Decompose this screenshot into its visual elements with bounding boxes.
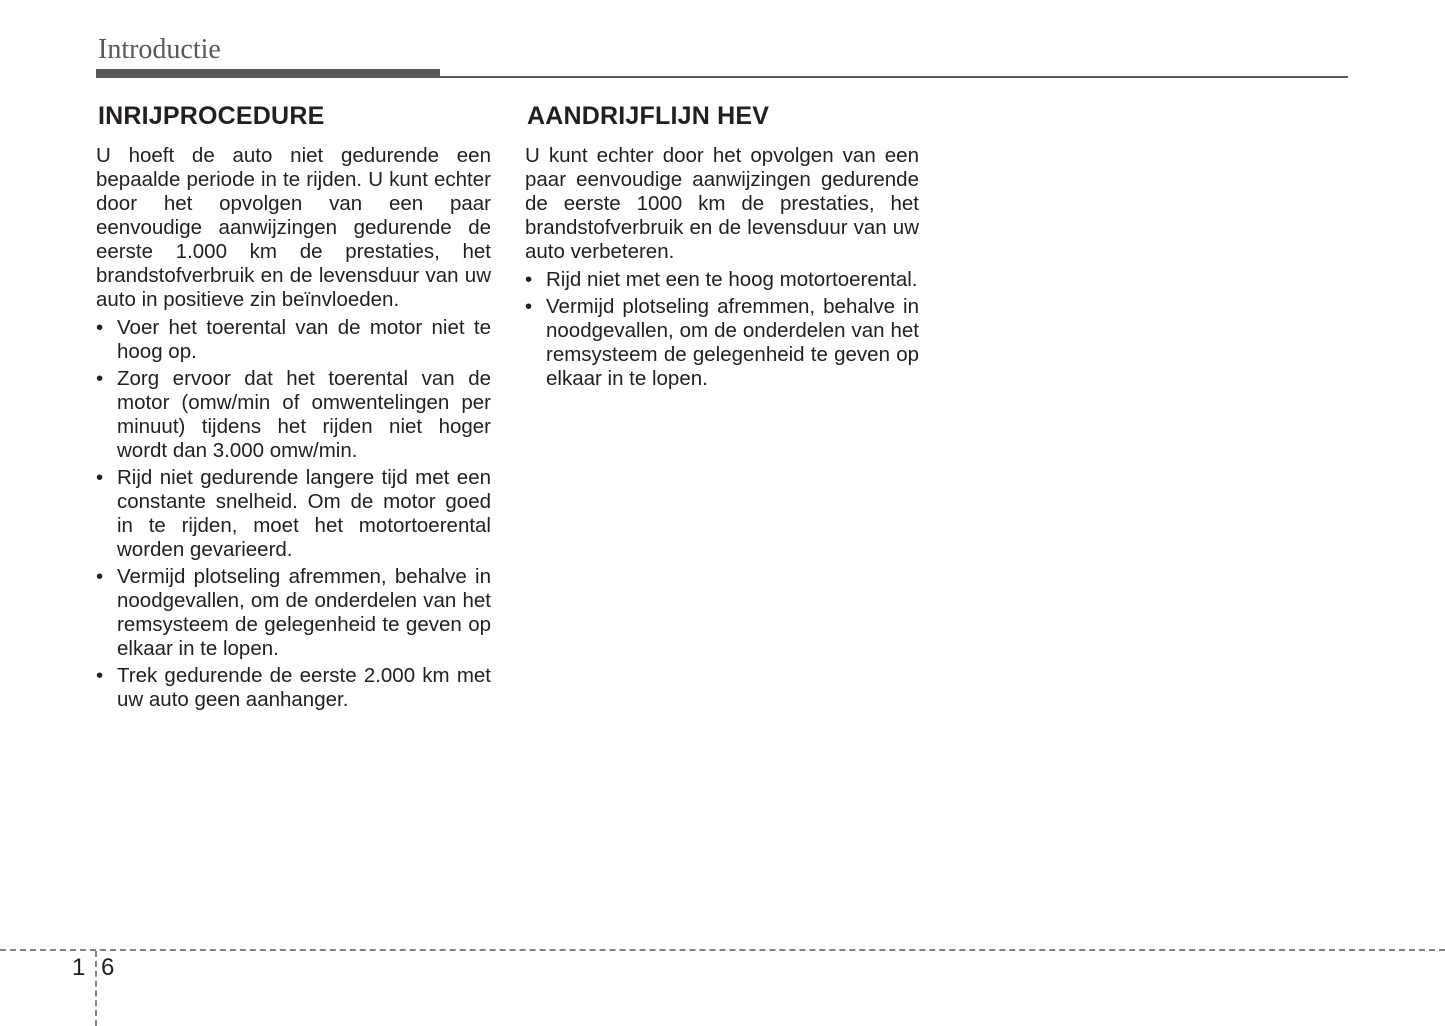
list-item-text: Vermijd plotseling afremmen, behalve in noodgevallen, om de onderdelen van het remsysteem de gelegenheid te geven op elkaar in te lopen. [546, 295, 919, 390]
page-number: 6 [101, 954, 115, 981]
list-item [96, 316, 491, 364]
list-item [96, 664, 491, 712]
list-item-text: Vermijd plotseling afremmen, behalve in noodgevallen, om de onderdelen van het remsysteem de gelegenheid te geven op elkaar in te lopen. [117, 565, 491, 660]
bullet-icon: • [96, 466, 104, 489]
bullet-icon: • [525, 268, 533, 291]
list-item-text: Rijd niet met een te hoog motortoerental. [546, 268, 918, 291]
bullet-icon: • [525, 295, 533, 318]
chapter-title: Introductie [98, 34, 221, 65]
list-item-text: Rijd niet gedurende langere tijd met een constante snelheid. Om de motor goed in te rijden, moet het motortoerental worden gevarieerd. [117, 466, 491, 561]
list-item-text: Trek gedurende de eerste 2.000 km met uw auto geen aanhanger. [117, 664, 491, 711]
bullet-list [525, 268, 919, 391]
section-heading: INRIJPROCEDURE [98, 102, 325, 130]
section-heading: AANDRIJFLIJN HEV [527, 102, 770, 130]
bullet-icon: • [96, 316, 104, 339]
list-item-text: Voer het toerental van de motor niet te hoog op. [117, 316, 491, 363]
header-rule-thick [96, 69, 440, 78]
header-rule-thin [440, 76, 1348, 78]
list-item [525, 295, 919, 391]
bullet-list [96, 316, 491, 712]
bullet-icon: • [96, 565, 104, 588]
list-item [96, 367, 491, 463]
section-inrijprocedure [96, 100, 491, 715]
section-aandrijflijn-hev [525, 100, 919, 394]
bullet-icon: • [96, 367, 104, 390]
list-item [96, 466, 491, 562]
list-item [96, 565, 491, 661]
list-item-text: Zorg ervoor dat het toerental van de motor (omw/min of omwentelingen per minuut) tijdens het rijden niet hoger wordt dan 3.000 omw/min. [117, 367, 491, 462]
footer-dashed-rule [0, 949, 1445, 951]
footer-dashed-divider [95, 951, 97, 1026]
list-item [525, 268, 919, 292]
bullet-icon: • [96, 664, 104, 687]
section-intro: U kunt echter door het opvolgen van een paar eenvoudige aanwijzingen gedurende de eerste 1000 km de prestaties, het brandstofverbruik en de levensduur van uw auto verbeteren. [525, 144, 919, 263]
section-intro: U hoeft de auto niet gedurende een bepaalde periode in te rijden. U kunt echter door het opvolgen van een paar eenvoudige aanwijzingen gedurende de eerste 1.000 km de prestaties, het brandstofverbruik en de levensduur van uw auto in positieve zin beïnvloeden. [96, 144, 491, 311]
chapter-number: 1 [72, 954, 86, 981]
